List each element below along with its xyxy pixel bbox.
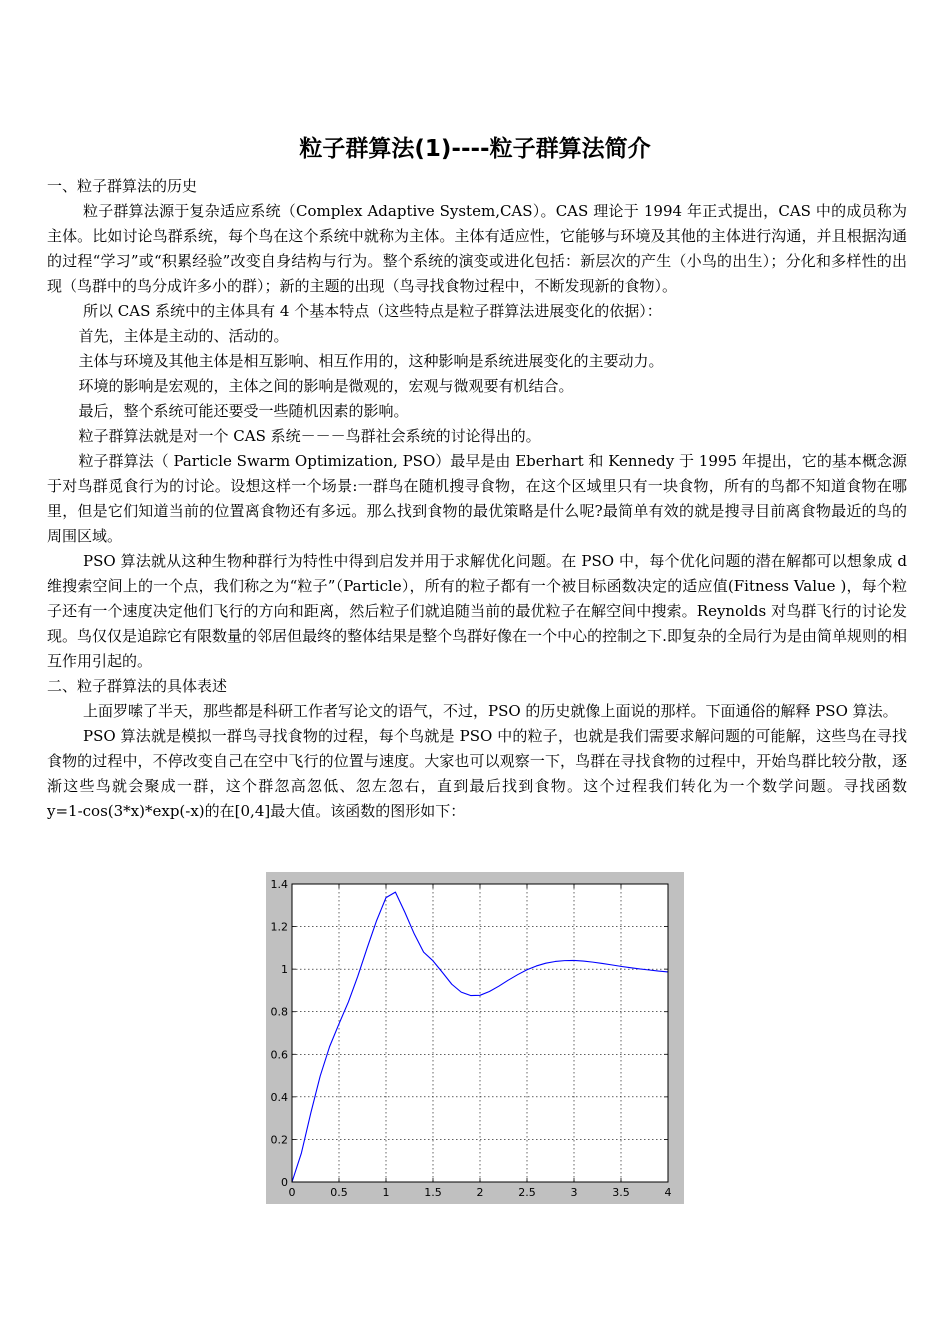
paragraph-pso-definition: 粒子群算法（ Particle Swarm Optimization, PSO）最早是由 Eberhart 和 Kennedy 于 1995 年提出，它的基本概念源于对鸟群觅食行为的讨论。设想这样一个场景:一群鸟在随机搜寻食物，在这个区域里只有一块食物，所有的鸟都不知道食物在哪里，但是它们知道当前的位置离食物还有多远。那么找到食物的最优策略是什么呢?最简单有效的就是搜寻目前离食物最近的鸟的周围区域。 <box>47 452 907 545</box>
x-tick-label: 0.5 <box>330 1186 348 1199</box>
paragraph-cas-features: 所以 CAS 系统中的主体具有 4 个基本特点（这些特点是粒子群算法进展变化的依据）： <box>83 302 662 320</box>
x-tick-label: 2 <box>476 1186 484 1199</box>
y-tick-label: 1.4 <box>270 878 288 891</box>
feature-item-1: 首先，主体是主动的、活动的。 <box>78 327 289 345</box>
y-tick-label: 0.2 <box>270 1133 288 1147</box>
paragraph-cas-origin: 粒子群算法源于复杂适应系统（Complex Adaptive System,CAS）。CAS 理论于 1994 年正式提出，CAS 中的成员称为主体。比如讨论鸟群系统，每个鸟在这个系统中就称为主体。主体有适应性，它能够与环境及其他的主体进行沟通，并且根据沟通的过程“学习”或“积累经验”改变自身结构与行为。整个系统的演变或进化包括：新层次的产生（小鸟的出生）；分化和多样性的出现（鸟群中的鸟分成许多小的群）；新的主题的出现（鸟寻找食物过程中，不断发现新的食物）。 <box>47 202 907 295</box>
x-tick-label: 3.5 <box>612 1186 630 1199</box>
x-tick-label: 3 <box>570 1186 578 1199</box>
feature-item-3: 环境的影响是宏观的，主体之间的影响是微观的，宏观与微观要有机结合。 <box>78 377 574 395</box>
y-tick-label: 0.4 <box>270 1090 288 1104</box>
section-heading-description: 二、粒子群算法的具体表述 <box>47 677 228 695</box>
y-tick-label: 0 <box>281 1176 288 1189</box>
feature-item-2: 主体与环境及其他主体是相互影响、相互作用的，这种影响是系统进展变化的主要动力。 <box>78 352 664 370</box>
document-title: 粒子群算法(1)----粒子群算法简介 <box>299 136 651 162</box>
paragraph-pso-inspiration: PSO 算法就从这种生物种群行为特性中得到启发并用于求解优化问题。在 PSO 中，每个优化问题的潜在解都可以想象成 d 维搜索空间上的一个点，我们称之为“粒子”（Particle），所有的粒子都有一个被目标函数决定的适应值(Fitness Value )，每个粒子还有一个速度决定他们飞行的方向和距离，然后粒子们就追随当前的最优粒子在解空间中搜索。Reynolds 对鸟群飞行的讨论发现。鸟仅仅是追踪它有限数量的邻居但最终的整体结果是整个鸟群好像在一个中心的控制之下.即复杂的全局行为是由简单规则的相互作用引起的。 <box>47 552 907 670</box>
y-tick-label: 1.2 <box>270 920 288 934</box>
paragraph-pso-simulation: PSO 算法就是模拟一群鸟寻找食物的过程，每个鸟就是 PSO 中的粒子，也就是我们需要求解问题的可能解，这些鸟在寻找食物的过程中，不停改变自己在空中飞行的位置与速度。大家也可以观察一下，鸟群在寻找食物的过程中，开始鸟群比较分散，逐渐这些鸟就会聚成一群，这个群忽高忽低、忽左忽右，直到最后找到食物。这个过程我们转化为一个数学问题。寻找函数 y=1-cos(3*x)*exp(-x)的在[0,4]最大值。该函数的图形如下： <box>47 727 938 820</box>
function-plot-figure <box>266 872 684 1204</box>
x-tick-label: 0 <box>288 1186 296 1199</box>
x-tick-label: 1.5 <box>424 1186 442 1199</box>
x-tick-label: 1 <box>382 1186 390 1199</box>
paragraph-pso-intro: 上面罗嗦了半天，那些都是科研工作者写论文的语气，不过，PSO 的历史就像上面说的那样。下面通俗的解释 PSO 算法。 <box>83 702 898 720</box>
paragraph-pso-from-cas: 粒子群算法就是对一个 CAS 系统－－－鸟群社会系统的讨论得出的。 <box>78 427 541 445</box>
x-tick-label: 2.5 <box>518 1186 536 1199</box>
y-tick-label: 0.6 <box>270 1048 288 1062</box>
function-plot <box>266 872 684 1204</box>
y-tick-label: 0.8 <box>270 1005 288 1019</box>
x-tick-label: 4 <box>664 1186 672 1199</box>
feature-item-4: 最后，整个系统可能还要受一些随机因素的影响。 <box>78 402 409 420</box>
y-tick-label: 1 <box>281 963 288 977</box>
section-heading-history: 一、粒子群算法的历史 <box>47 177 198 195</box>
document-body <box>47 174 938 824</box>
